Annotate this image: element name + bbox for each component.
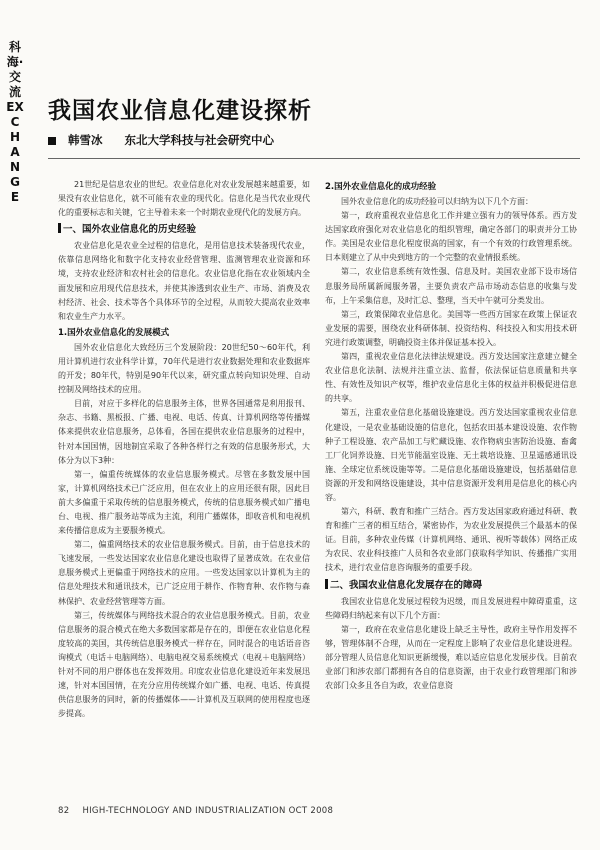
section-heading [58,223,310,237]
subsection-heading: 2.国外农业信息化的成功经验 [325,182,437,192]
paragraph: 国外农业信息化的成功经验可以归纳为以下几个方面： [341,197,533,206]
journal-name: HIGH-TECHNOLOGY AND INDUSTRIALIZATION [82,806,286,816]
paragraph: 目前，对应于多样化的信息服务主体，世界各国通常是利用报刊、杂志、书籍、黑板报、广播、电视、电话、传真、计算机网络等传播媒体来提供农业信息服务，总体看，各国在提供农业信息服务的过程中，针对本国国情，因地制宜采取了各种各样行之有效的信息服务形式，大体分为以下3种： [58,399,310,465]
paragraph: 第四，重视农业信息化法律法规建设。西方发达国家注意建立健全农业信息化法制、法规并注重立法、监督，依法保证信息质量和共享性、有效性及知识产权等，维护农业信息化主体的权益并积极促进信息的共享。 [325,352,577,404]
author-name: 韩雪冰 [68,133,103,147]
section-heading [325,579,577,593]
section-heading-text: 二、我国农业信息化发展存在的障碍 [330,579,483,591]
heading-bar-icon [325,579,328,589]
paragraph: 第二，偏重网络技术的农业信息服务模式。目前，由于信息技术的飞速发展，一些发达国家农业信息化建设也取得了显著成效。在农业信息服务模式上更偏重于网络技术的应用。一些发达国家以计算机为主的信息处理技术和通讯技术，已广泛应用于耕作、作物育种、农作物与森林保护、农业经营管理等方面。 [58,540,310,606]
author-affiliation: 东北大学科技与社会研究中心 [124,133,275,147]
issue-date: OCT 2008 [288,806,334,816]
paragraph: 第六，科研、教育和推广三结合。西方发达国家政府通过科研、教育和推广三者的相互结合，紧密协作，为农业发展提供三个最基本的保证。目前，多种农业传媒（计算机网络、通讯、视听等载体）网络正成为农民、农业科技推广人员和各农业部门获取科学知识、传播推广实用技术，进行农业信息咨询服务的重要手段。 [325,507,577,573]
right-column [325,178,577,800]
page-number: 82 [58,806,70,816]
paragraph: 第一，政府在农业信息化建设上缺乏主导性，政府主导作用发挥不够，管理体制不合理，从而在一定程度上影响了农业信息化建设进程。部分管理人员信息化知识更新缓慢，难以适应信息化发展步伐。目前农业部门和涉农部门都拥有各自的信息资源，由于农业行政管理部门和涉农部门众多且各自为政，农业信息资 [325,624,577,691]
left-column [58,178,310,800]
paragraph: 第三，政策保障农业信息化。美国等一些西方国家在政策上保证农业发展的需要，围绕农业科研体制、投资结构、科技投入和实用技术研究进行政策调整，明确投资主体并保证基本投入。 [325,309,577,347]
paragraph: 我国农业信息化发展过程较为迟缓，而且发展进程中障碍重重，这些障碍归纳起来有以下几个方面： [325,596,577,620]
section-side-label: 科海·交流 EXCHANGE [6,40,24,204]
paragraph: 21世纪是信息农业的世纪。农业信息化对农业发展越来越重要，如果没有农业信息化，就不可能有农业的现代化。信息化是当代农业现代化的重要标志和关键，它主导着未来一个时期农业现代化的发展方向。 [58,180,310,218]
section-heading-text: 一、国外农业信息化的历史经验 [63,224,197,236]
subsection-heading: 1.国外农业信息化的发展模式 [58,327,170,338]
title-divider [48,158,580,159]
heading-bar-icon [58,223,61,233]
page-footer [58,806,333,816]
paragraph: 第一，政府重视农业信息化工作并建立强有力的领导体系。西方发达国家政府强化对农业信息化的组织管理，确定各部门的职责并分工协作。美国是农业信息化程度很高的国家，有一个有效的行政管理系统。日本则建立了从中央到地方的一个完整的农业情报系统。 [325,211,577,263]
paragraph: 第五，注重农业信息化基础设施建设。西方发达国家重视农业信息化建设，一是农业基础设施的信息化，包括农田基本建设设施、农作物种子工程设施、农产品加工与贮藏设施、农作物病虫害防治设施、畜禽工厂化饲养设施、日光节能温室设施、无土栽培设施、卫星遥感通讯设施、全球定位系统设施等等。二是信息化基础设施建设，包括基础信息资源的开发和网络设施建设，其中信息资源开发利用是信息化的核心内容。 [325,408,577,502]
paragraph: 国外农业信息化大致经历三个发展阶段：20世纪50～60年代，利用计算机进行农业科学计算，70年代是进行农业数据处理和农业数据库的开发；80年代，特别是90年代以来，研究重点转向知识处理、自动控制及网络技术的应用。 [58,342,310,395]
paragraph: 农业信息化是农业全过程的信息化，是用信息技术装备现代农业，依靠信息网络化和数字化支持农业经营管理、监测管理农业资源和环境，支持农业经济和农村社会的信息化。农业信息化指在农业领域内全面发展和应用现代信息技术，并使其渗透到农业生产、市场、消费及农村经济、社会、技术等各个具体环节的全过程，从而较大提高农业效率和农业生产力水平。 [58,241,310,321]
paragraph: 第三，传统媒体与网络技术混合的农业信息服务模式。目前，农业信息服务的混合模式在绝大多数国家都是存在的，即便在农业信息化程度较高的美国，其传统信息服务模式一样存在，同时混合的电话语音咨询模式（电话＋电脑网络）、电脑电视交易系统模式（电视＋电脑网络）针对不同的用户群体也在发挥效用。印度农业信息化建设近年来发展迅速，针对本国国情，在充分应用传统媒介如广播、电视、电话、传真提供信息服务的同时，新的传播媒体——计算机及互联网的使用程度也逐步提高。 [58,610,310,719]
paragraph: 第一，偏重传统媒体的农业信息服务模式。尽管在多数发展中国家，计算机网络技术已广泛应用，但在农业上的应用还很有限，因此目前大多偏重于采取传统的信息服务模式，传统的信息服务模式如广播电台、电视、推广服务站等成为主流，利用广播媒体，即收音机和电视机来传播信息成为主要服务模式。 [58,469,310,536]
bullet-square-icon [48,137,56,145]
article-title: 我国农业信息化建设探析 [48,98,312,124]
paragraph: 第二，农业信息系统有效性强、信息及时。美国农业部下设市场信息服务局所属新闻服务署，主要负责农产品市场动态信息的收集与发布，上午采集信息，及时汇总、整理，当天中午就可分类发出。 [325,267,577,305]
byline [48,132,568,148]
